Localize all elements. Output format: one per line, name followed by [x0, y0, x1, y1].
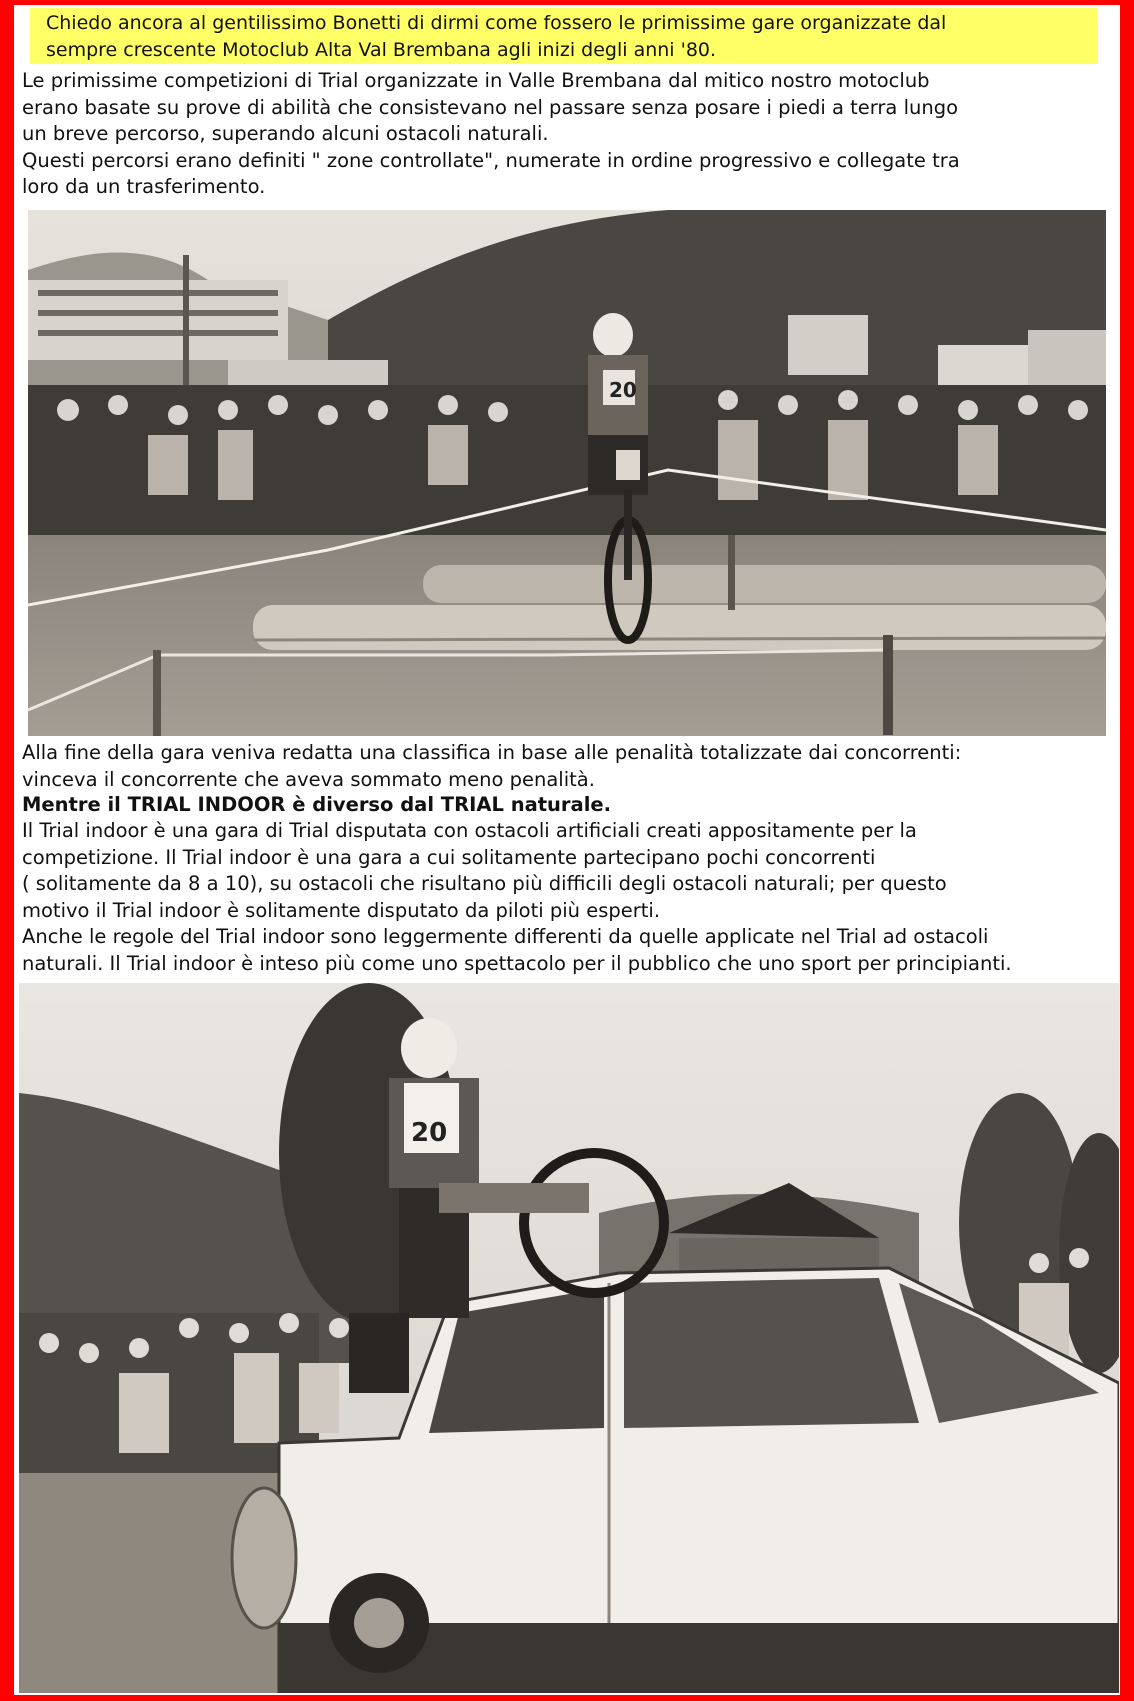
- photo1-bib-number: 20: [609, 378, 637, 402]
- intro-question: [30, 8, 1098, 64]
- photo-rider-over-logs: [28, 210, 1106, 736]
- paragraph-trial-indoor: Il Trial indoor è una gara di Trial disputata con ostacoli artificiali creati appositamente per la competizione. Il Trial indoor è una gara a cui solitamente partecipano pochi concorrenti ( solitamente da 8 a 10), su ostacoli che risultano più difficili degli ostacoli naturali; per questo motivo il Trial indoor è solitamente disputato da piloti più esperti. Anche le regole del Trial indoor sono leggermente differenti da quelle applicate nel Trial ad ostacoli naturali. Il Trial indoor è inteso più come uno spettacolo per il pubblico che uno sport per principianti.: [22, 819, 1012, 975]
- intro-question-text: Chiedo ancora al gentilissimo Bonetti di dirmi come fossero le primissime gare organizzate dal sempre crescente Motoclub Alta Val Brembana agli inizi degli anni '80.: [46, 12, 947, 61]
- paragraph-trial-history: Le primissime competizioni di Trial organizzate in Valle Brembana dal mitico nostro motoclub erano basate su prove di abilità che consistevano nel passare senza posare i piedi a terra lungo un breve percorso, superando alcuni ostacoli naturali. Questi percorsi erano definiti " zone controllate", numerate in ordine progressivo e collegate tra loro da un trasferimento.: [22, 69, 960, 198]
- photo-rider-over-logs-image: [28, 210, 1106, 736]
- heading-trial-indoor: Mentre il TRIAL INDOOR è diverso dal TRIAL naturale.: [22, 793, 612, 816]
- photo-rider-on-car-image: [19, 983, 1119, 1693]
- page-sheet: [14, 5, 1120, 1695]
- photo2-bib-number: 20: [411, 1118, 448, 1148]
- photo-rider-on-car: [19, 983, 1119, 1693]
- paragraph-ranking: Alla fine della gara veniva redatta una classifica in base alle penalità totalizzate dai concorrenti: vinceva il concorrente che aveva sommato meno penalità.: [22, 741, 962, 791]
